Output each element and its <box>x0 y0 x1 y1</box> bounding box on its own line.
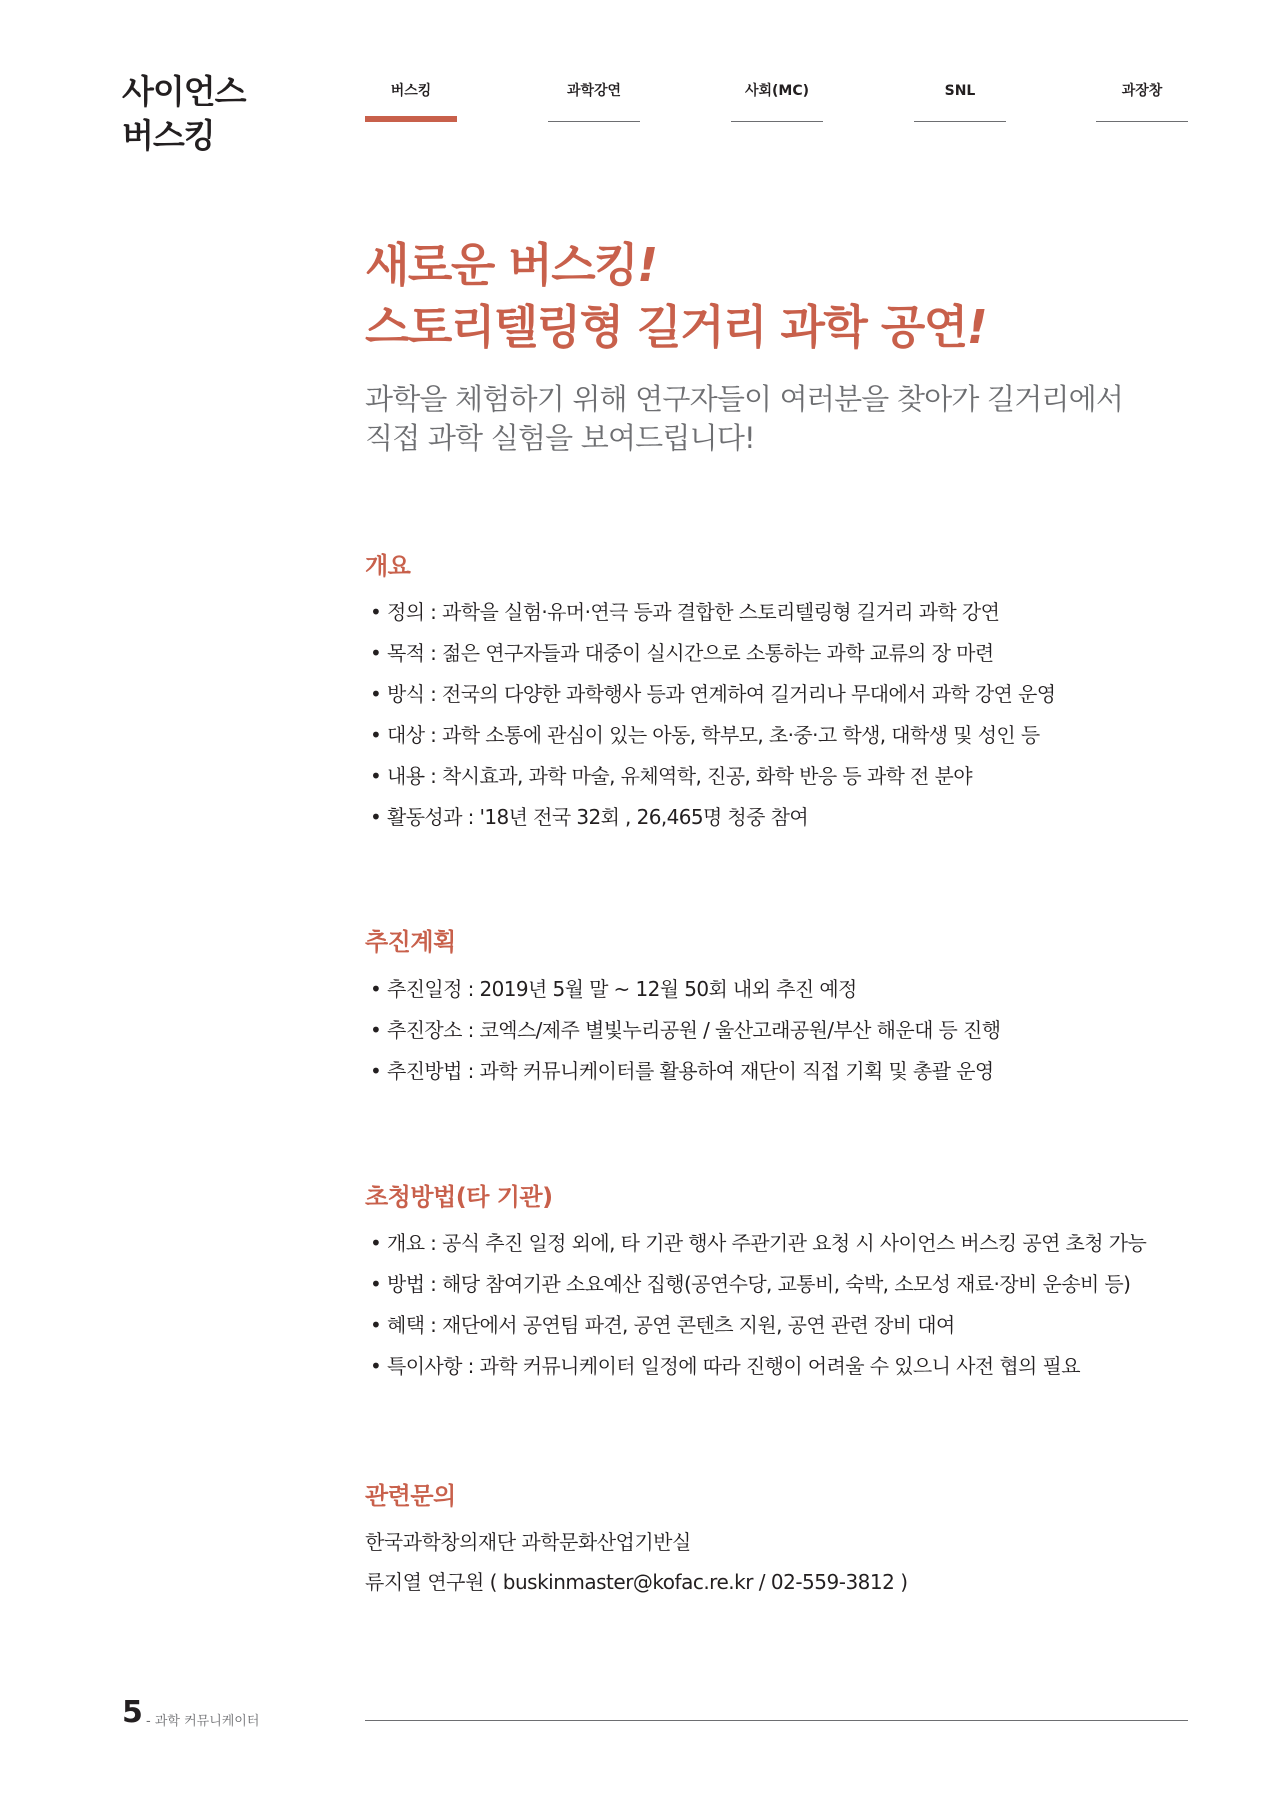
headline-line2: 스토리텔링형 길거리 과학 공연! <box>365 300 987 354</box>
footer-divider <box>365 1720 1188 1721</box>
tab-mc[interactable]: 사회(MC) <box>731 84 823 122</box>
brand-title <box>122 70 246 158</box>
section-title-overview: 개요 <box>365 552 411 580</box>
list-item: • 대상 : 과학 소통에 관심이 있는 아동, 학부모, 초·중·고 학생, 대학생 및 성인 등 <box>370 715 1055 756</box>
tab-science-lecture[interactable]: 과학강연 <box>548 84 640 122</box>
list-item: • 방법 : 해당 참여기관 소요예산 집행(공연수당, 교통비, 숙박, 소모성 재료·장비 운송비 등) <box>370 1264 1146 1305</box>
page-number: 5 <box>122 1695 143 1730</box>
brand-title-line2: 버스킹 <box>122 116 215 155</box>
section-title-invite: 초청방법(타 기관) <box>365 1183 553 1211</box>
intro-text <box>365 380 1123 458</box>
list-item: • 추진방법 : 과학 커뮤니케이터를 활용하여 재단이 직접 기획 및 총괄 운영 <box>370 1051 1000 1092</box>
overview-list <box>370 592 1055 838</box>
brand-title-line1: 사이언스 <box>122 72 246 111</box>
intro-line2: 직접 과학 실험을 보여드립니다! <box>365 421 755 455</box>
contact-organization: 한국과학창의재단 과학문화산업기반실 <box>365 1530 691 1554</box>
section-title-plan: 추진계획 <box>365 928 456 956</box>
page-headline <box>365 234 986 358</box>
intro-line1: 과학을 체험하기 위해 연구자들이 여러분을 찾아가 길거리에서 <box>365 382 1124 416</box>
list-item: • 추진일정 : 2019년 5월 말 ~ 12월 50회 내외 추진 예정 <box>370 969 1000 1010</box>
list-item: • 정의 : 과학을 실험·유머·연극 등과 결합한 스토리텔링형 길거리 과학 강연 <box>370 592 1055 633</box>
list-item: • 내용 : 착시효과, 과학 마술, 유체역학, 진공, 화학 반응 등 과학 전 분야 <box>370 756 1055 797</box>
tab-snl[interactable]: SNL <box>914 84 1006 122</box>
list-item: • 추진장소 : 코엑스/제주 별빛누리공원 / 울산고래공원/부산 해운대 등 진행 <box>370 1010 1000 1051</box>
list-item: • 특이사항 : 과학 커뮤니케이터 일정에 따라 진행이 어려울 수 있으니 사전 협의 필요 <box>370 1346 1146 1387</box>
headline-line1: 새로운 버스킹! <box>365 238 657 292</box>
invite-list <box>370 1223 1146 1387</box>
list-item: • 혜택 : 재단에서 공연팀 파견, 공연 콘텐츠 지원, 공연 관련 장비 대여 <box>370 1305 1146 1346</box>
footer-label: - 과학 커뮤니케이터 <box>146 1714 260 1729</box>
contact-person: 류지열 연구원 ( buskinmaster@kofac.re.kr / 02-559-3812 ) <box>365 1570 908 1594</box>
plan-list <box>370 969 1000 1092</box>
list-item: • 활동성과 : '18년 전국 32회 , 26,465명 청중 참여 <box>370 797 1055 838</box>
contact-info <box>365 1522 908 1602</box>
tab-busking[interactable]: 버스킹 <box>365 84 457 122</box>
section-title-contact: 관련문의 <box>365 1482 456 1510</box>
tab-gwajangchang[interactable]: 과장창 <box>1096 84 1188 122</box>
list-item: • 개요 : 공식 추진 일정 외에, 타 기관 행사 주관기관 요청 시 사이언스 버스킹 공연 초청 가능 <box>370 1223 1146 1264</box>
list-item: • 목적 : 젊은 연구자들과 대중이 실시간으로 소통하는 과학 교류의 장 마련 <box>370 633 1055 674</box>
top-navigation <box>365 84 1188 124</box>
list-item: • 방식 : 전국의 다양한 과학행사 등과 연계하여 길거리나 무대에서 과학 강연 운영 <box>370 674 1055 715</box>
